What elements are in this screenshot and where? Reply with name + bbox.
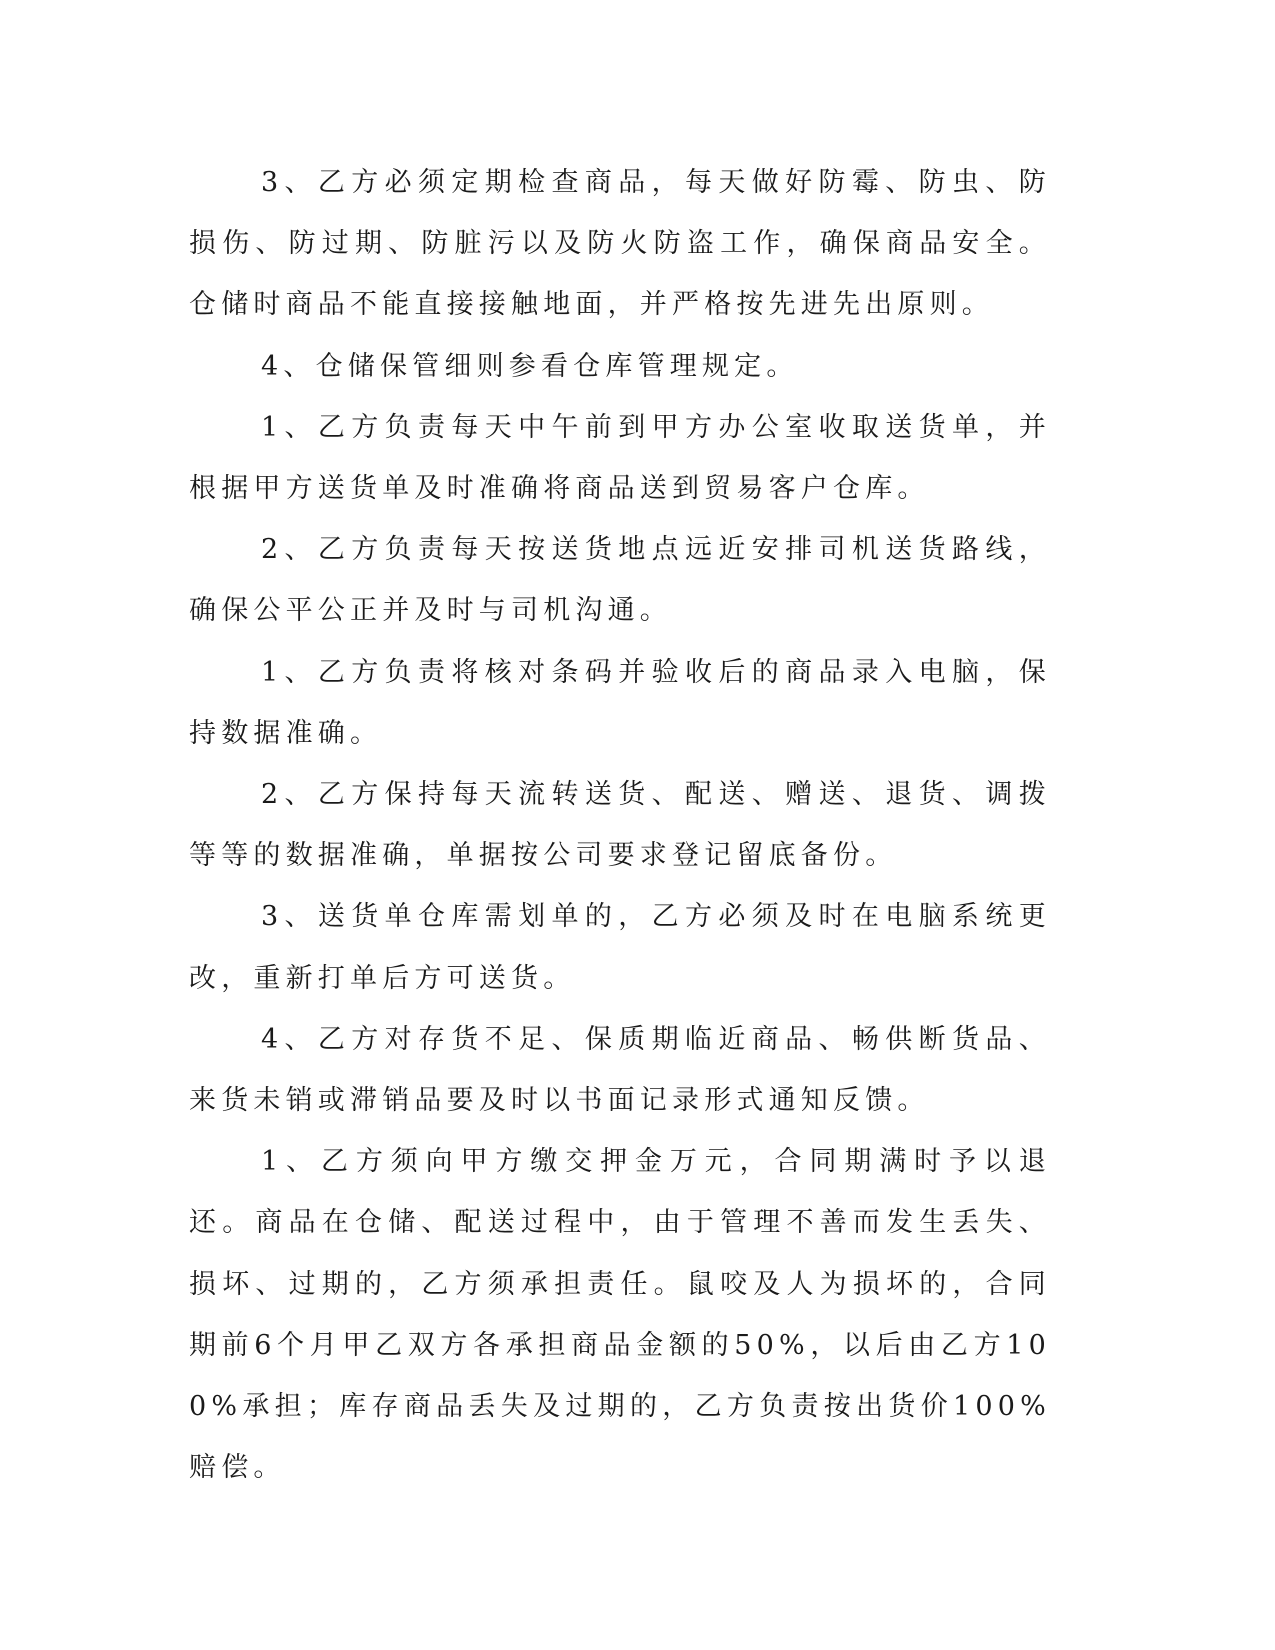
paragraph-stock-feedback: 4、乙方对存货不足、保质期临近商品、畅供断货品、来货未销或滞销品要及时以书面记录形式通知反馈。 (189, 1023, 1051, 1117)
document-body (189, 152, 1051, 1498)
paragraph-delivery-routes: 2、乙方负责每天按送货地点远近安排司机送货路线，确保公平公正并及时与司机沟通。 (189, 534, 1051, 627)
paragraph-storage-rules: 4、仓储保管细则参看仓库管理规定。 (261, 350, 799, 382)
paragraph-collect-delivery-notes: 1、乙方负责每天中午前到甲方办公室收取送货单，并根据甲方送货单及时准确将商品送到贸易客户仓库。 (189, 411, 1051, 505)
paragraph-inspection: 3、乙方必须定期检查商品，每天做好防霉、防虫、防损伤、防过期、防脏污以及防火防盗工作，确保商品安全。仓储时商品不能直接接触地面，并严格按先进先出原则。 (189, 167, 1051, 321)
paragraph-deposit-liability: 1、乙方须向甲方缴交押金万元，合同期满时予以退还。商品在仓储、配送过程中，由于管理不善而发生丢失、损坏、过期的，乙方须承担责任。鼠咬及人为损坏的，合同期前6个月甲乙双方各承担商品金额的50%，以后由乙方100%承担；库存商品丢失及过期的，乙方负责按出货价100%赔偿。 (189, 1146, 1051, 1484)
paragraph-reissue-orders: 3、送货单仓库需划单的，乙方必须及时在电脑系统更改，重新打单后方可送货。 (189, 901, 1051, 994)
paragraph-data-accuracy: 2、乙方保持每天流转送货、配送、赠送、退货、调拨等等的数据准确，单据按公司要求登记留底备份。 (189, 779, 1051, 872)
paragraph-data-entry: 1、乙方负责将核对条码并验收后的商品录入电脑，保持数据准确。 (189, 656, 1051, 749)
